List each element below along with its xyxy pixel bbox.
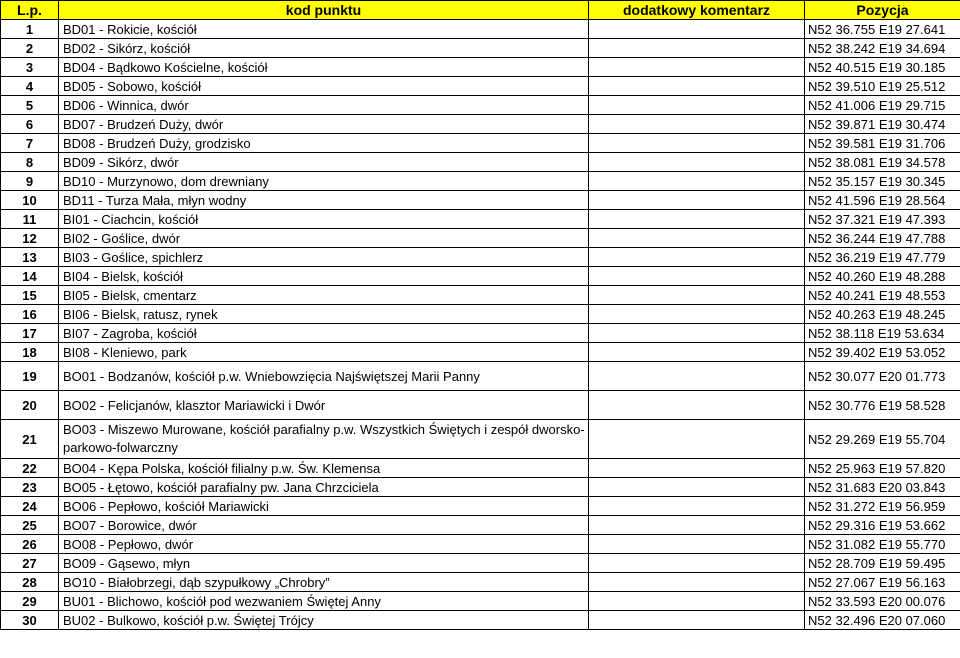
row-code: BI08 - Kleniewo, park [59, 343, 589, 362]
table-row [1, 516, 960, 535]
row-code: BO03 - Miszewo Murowane, kościół parafialny p.w. Wszystkich Świętych i zespół dworsko-parkowo-folwarczny [59, 420, 589, 459]
row-comment [589, 248, 805, 267]
row-lp: 11 [1, 210, 59, 229]
row-position: N52 40.241 E19 48.553 [805, 286, 960, 305]
row-comment [589, 343, 805, 362]
row-lp: 24 [1, 497, 59, 516]
table-row [1, 611, 960, 630]
table-row [1, 20, 960, 39]
row-code: BI02 - Goślice, dwór [59, 229, 589, 248]
row-lp: 6 [1, 115, 59, 134]
row-code: BD05 - Sobowo, kościół [59, 77, 589, 96]
row-comment [589, 77, 805, 96]
row-comment [589, 592, 805, 611]
header-lp: L.p. [1, 1, 59, 20]
row-lp: 27 [1, 554, 59, 573]
row-comment [589, 20, 805, 39]
row-comment [589, 286, 805, 305]
row-position: N52 39.871 E19 30.474 [805, 115, 960, 134]
row-lp: 18 [1, 343, 59, 362]
row-position: N52 41.596 E19 28.564 [805, 191, 960, 210]
row-comment [589, 362, 805, 391]
table-row [1, 77, 960, 96]
row-comment [589, 134, 805, 153]
table-row [1, 58, 960, 77]
row-lp: 16 [1, 305, 59, 324]
row-position: N52 38.081 E19 34.578 [805, 153, 960, 172]
row-code: BU01 - Blichowo, kościół pod wezwaniem Świętej Anny [59, 592, 589, 611]
row-comment [589, 305, 805, 324]
row-code: BD06 - Winnica, dwór [59, 96, 589, 115]
table-row [1, 210, 960, 229]
row-code: BU02 - Bulkowo, kościół p.w. Świętej Trójcy [59, 611, 589, 630]
row-lp: 2 [1, 39, 59, 58]
row-comment [589, 267, 805, 286]
table-row [1, 592, 960, 611]
row-lp: 9 [1, 172, 59, 191]
row-comment [589, 39, 805, 58]
row-code: BO07 - Borowice, dwór [59, 516, 589, 535]
row-comment [589, 324, 805, 343]
row-code: BO06 - Pepłowo, kościół Mariawicki [59, 497, 589, 516]
row-position: N52 40.515 E19 30.185 [805, 58, 960, 77]
header-row [1, 1, 960, 20]
row-lp: 10 [1, 191, 59, 210]
row-comment [589, 58, 805, 77]
row-code: BI01 - Ciachcin, kościół [59, 210, 589, 229]
row-position: N52 35.157 E19 30.345 [805, 172, 960, 191]
table-row [1, 248, 960, 267]
row-code: BD01 - Rokicie, kościół [59, 20, 589, 39]
row-comment [589, 573, 805, 592]
row-comment [589, 96, 805, 115]
row-lp: 20 [1, 391, 59, 420]
row-lp: 7 [1, 134, 59, 153]
row-lp: 1 [1, 20, 59, 39]
row-lp: 15 [1, 286, 59, 305]
table-row [1, 573, 960, 592]
row-lp: 23 [1, 478, 59, 497]
row-position: N52 33.593 E20 00.076 [805, 592, 960, 611]
row-position: N52 36.244 E19 47.788 [805, 229, 960, 248]
row-code: BD11 - Turza Mała, młyn wodny [59, 191, 589, 210]
table-row [1, 115, 960, 134]
row-lp: 28 [1, 573, 59, 592]
row-comment [589, 497, 805, 516]
row-comment [589, 229, 805, 248]
row-comment [589, 391, 805, 420]
row-comment [589, 459, 805, 478]
table-row [1, 134, 960, 153]
row-position: N52 25.963 E19 57.820 [805, 459, 960, 478]
table-row [1, 497, 960, 516]
row-comment [589, 554, 805, 573]
row-code: BD04 - Bądkowo Kościelne, kościół [59, 58, 589, 77]
row-code: BD10 - Murzynowo, dom drewniany [59, 172, 589, 191]
row-code: BO02 - Felicjanów, klasztor Mariawicki i Dwór [59, 391, 589, 420]
row-comment [589, 210, 805, 229]
row-position: N52 30.077 E20 01.773 [805, 362, 960, 391]
row-comment [589, 172, 805, 191]
row-position: N52 29.269 E19 55.704 [805, 420, 960, 459]
row-position: N52 32.496 E20 07.060 [805, 611, 960, 630]
row-lp: 29 [1, 592, 59, 611]
row-code: BI07 - Zagroba, kościół [59, 324, 589, 343]
table-row [1, 229, 960, 248]
row-position: N52 31.683 E20 03.843 [805, 478, 960, 497]
row-code: BD09 - Sikórz, dwór [59, 153, 589, 172]
row-position: N52 31.272 E19 56.959 [805, 497, 960, 516]
row-code: BD08 - Brudzeń Duży, grodzisko [59, 134, 589, 153]
header-comment: dodatkowy komentarz [589, 1, 805, 20]
row-comment [589, 478, 805, 497]
row-code: BO10 - Białobrzegi, dąb szypułkowy „Chrobry” [59, 573, 589, 592]
row-code: BI04 - Bielsk, kościół [59, 267, 589, 286]
row-code: BI06 - Bielsk, ratusz, rynek [59, 305, 589, 324]
row-lp: 14 [1, 267, 59, 286]
row-lp: 26 [1, 535, 59, 554]
row-position: N52 28.709 E19 59.495 [805, 554, 960, 573]
row-code: BO04 - Kępa Polska, kościół filialny p.w. Św. Klemensa [59, 459, 589, 478]
table-body [1, 20, 960, 630]
row-position: N52 38.242 E19 34.694 [805, 39, 960, 58]
row-lp: 19 [1, 362, 59, 391]
row-position: N52 40.260 E19 48.288 [805, 267, 960, 286]
row-lp: 5 [1, 96, 59, 115]
row-code: BI05 - Bielsk, cmentarz [59, 286, 589, 305]
table-row [1, 153, 960, 172]
header-position: Pozycja [805, 1, 960, 20]
row-code: BD07 - Brudzeń Duży, dwór [59, 115, 589, 134]
table-row [1, 362, 960, 391]
row-position: N52 30.776 E19 58.528 [805, 391, 960, 420]
row-position: N52 39.510 E19 25.512 [805, 77, 960, 96]
row-lp: 8 [1, 153, 59, 172]
table-row [1, 305, 960, 324]
row-position: N52 38.118 E19 53.634 [805, 324, 960, 343]
table-row [1, 286, 960, 305]
row-position: N52 27.067 E19 56.163 [805, 573, 960, 592]
row-position: N52 36.219 E19 47.779 [805, 248, 960, 267]
row-lp: 4 [1, 77, 59, 96]
row-code: BO08 - Pepłowo, dwór [59, 535, 589, 554]
table-row [1, 324, 960, 343]
row-comment [589, 535, 805, 554]
row-position: N52 31.082 E19 55.770 [805, 535, 960, 554]
row-code: BO01 - Bodzanów, kościół p.w. Wniebowzięcia Najświętszej Marii Panny [59, 362, 589, 391]
row-code: BI03 - Goślice, spichlerz [59, 248, 589, 267]
table-row [1, 535, 960, 554]
row-lp: 12 [1, 229, 59, 248]
table-row [1, 391, 960, 420]
table-row [1, 39, 960, 58]
row-comment [589, 516, 805, 535]
row-comment [589, 420, 805, 459]
header-code: kod punktu [59, 1, 589, 20]
row-comment [589, 611, 805, 630]
row-position: N52 41.006 E19 29.715 [805, 96, 960, 115]
table-row [1, 267, 960, 286]
row-lp: 21 [1, 420, 59, 459]
row-lp: 17 [1, 324, 59, 343]
table-row [1, 343, 960, 362]
row-comment [589, 191, 805, 210]
row-position: N52 39.402 E19 53.052 [805, 343, 960, 362]
table-row [1, 478, 960, 497]
row-code: BO09 - Gąsewo, młyn [59, 554, 589, 573]
row-position: N52 39.581 E19 31.706 [805, 134, 960, 153]
table-row [1, 191, 960, 210]
row-comment [589, 153, 805, 172]
table-row [1, 420, 960, 459]
table-row [1, 554, 960, 573]
table-row [1, 459, 960, 478]
row-position: N52 40.263 E19 48.245 [805, 305, 960, 324]
row-lp: 30 [1, 611, 59, 630]
table-row [1, 96, 960, 115]
row-lp: 25 [1, 516, 59, 535]
row-lp: 22 [1, 459, 59, 478]
row-lp: 13 [1, 248, 59, 267]
row-position: N52 29.316 E19 53.662 [805, 516, 960, 535]
row-position: N52 36.755 E19 27.641 [805, 20, 960, 39]
table-row [1, 172, 960, 191]
row-lp: 3 [1, 58, 59, 77]
row-code: BO05 - Łętowo, kościół parafialny pw. Jana Chrzciciela [59, 478, 589, 497]
row-code: BD02 - Sikórz, kościół [59, 39, 589, 58]
row-comment [589, 115, 805, 134]
row-position: N52 37.321 E19 47.393 [805, 210, 960, 229]
